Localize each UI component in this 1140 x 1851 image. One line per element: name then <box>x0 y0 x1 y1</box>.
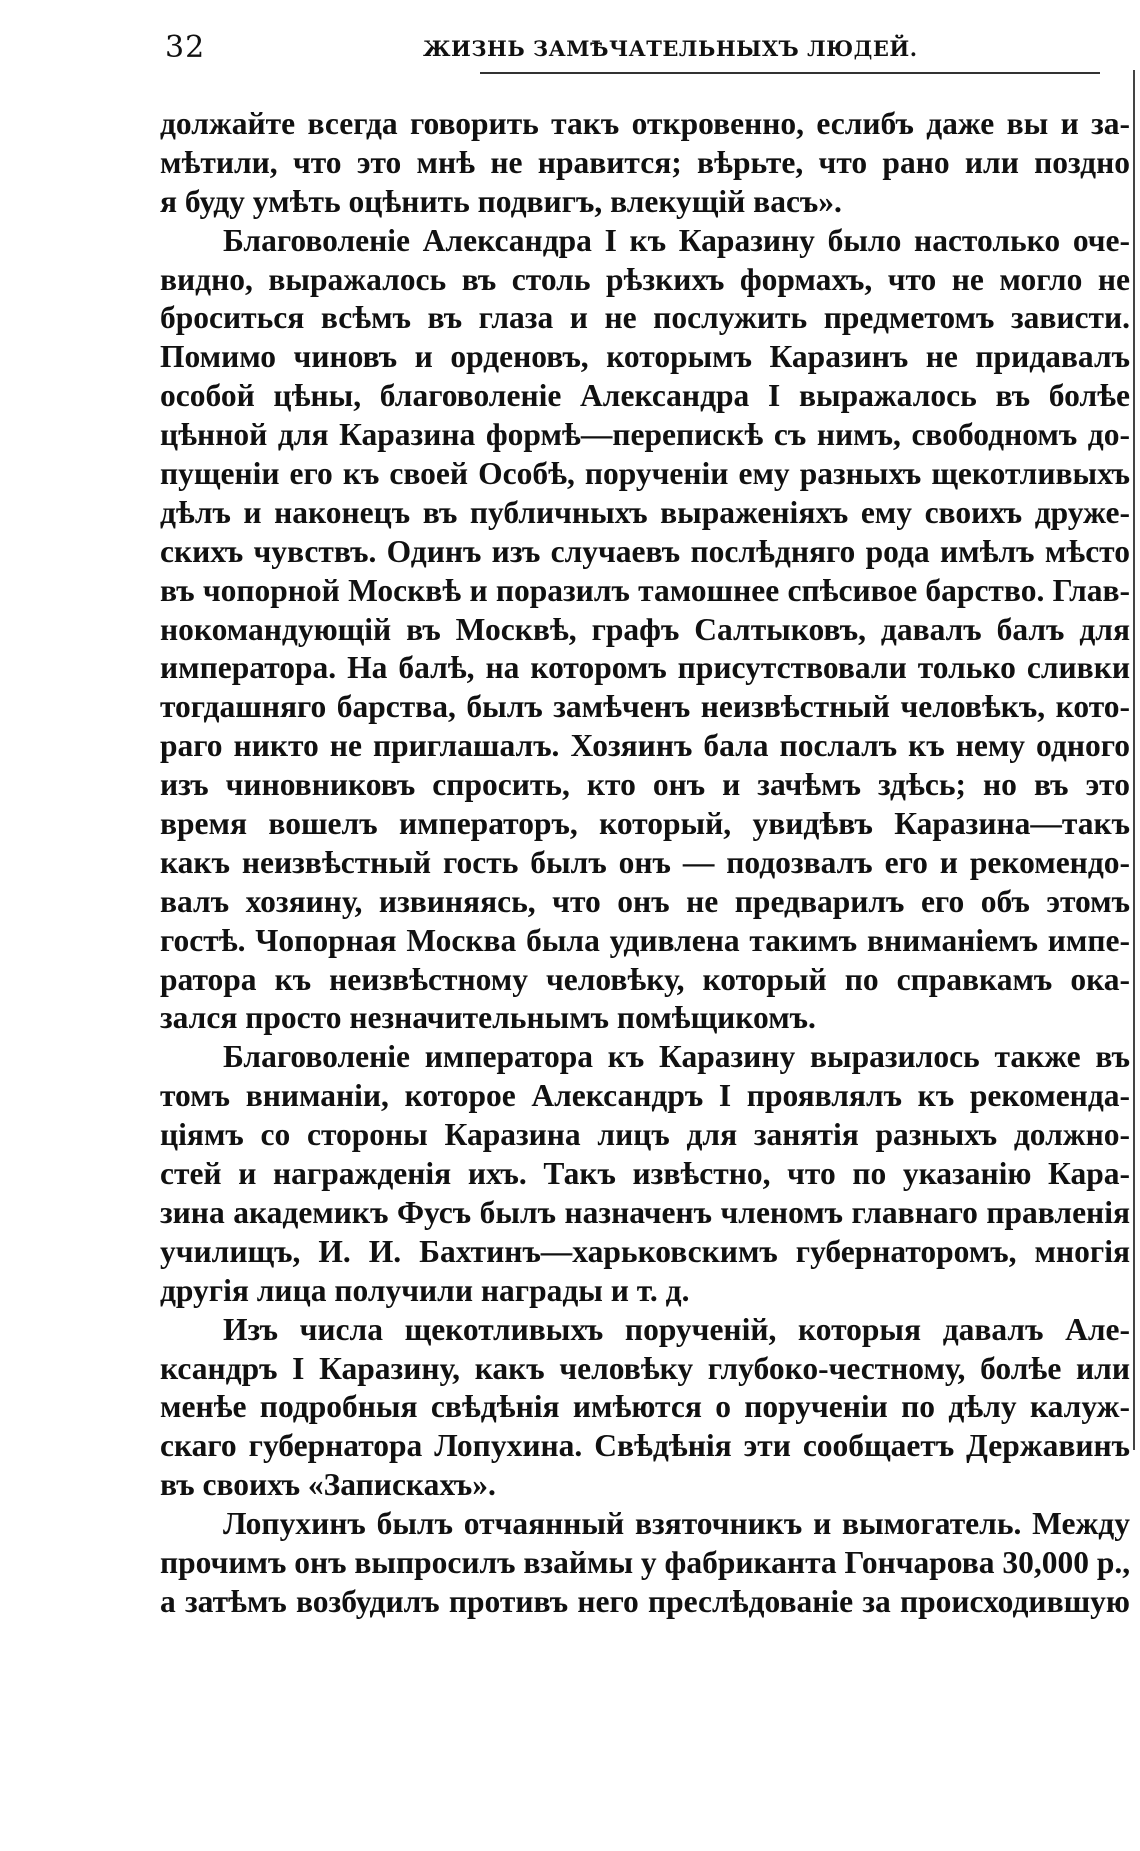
page-header <box>165 28 1100 74</box>
text-line: а затѣмъ возбудилъ противъ него преслѣдованіе за происходившую <box>160 1583 1130 1619</box>
text-line: императора. На балѣ, на которомъ присутствовали только сливки <box>160 650 1130 686</box>
text-line: ксандръ I Каразину, какъ человѣку глубоко-честному, болѣе или <box>160 1350 1130 1386</box>
text-line: мѣтили, что это мнѣ не нравится; вѣрьте, что рано или поздно <box>160 144 1130 180</box>
text-line: скихъ чувствъ. Одинъ изъ случаевъ послѣдняго рода имѣлъ мѣсто <box>160 533 1130 569</box>
text-line: другія лица получили награды и т. д. <box>160 1272 690 1308</box>
text-line: Лопухинъ былъ отчаянный взяточникъ и вымогатель. Между <box>223 1506 1130 1542</box>
text-line: дѣлъ и наконецъ въ публичныхъ выраженіяхъ ему своихъ друже- <box>160 494 1130 530</box>
page-number: 32 <box>165 30 206 65</box>
text-line: въ чопорной Москвѣ и поразилъ тамошнее спѣсивое барство. Глав- <box>160 572 1130 608</box>
text-line: какъ неизвѣстный гость былъ онъ — подозвалъ его и рекомендо- <box>160 844 1130 880</box>
text-line: училищъ, И. И. Бахтинъ—харьковскимъ губернаторомъ, многія <box>160 1233 1130 1269</box>
running-head: ЖИЗНЬ ЗАМѢЧАТЕЛЬНЫХЪ ЛЮДЕЙ. <box>423 36 918 61</box>
text-line: Помимо чиновъ и орденовъ, которымъ Каразинъ не придавалъ <box>160 339 1130 375</box>
text-line: видно, выражалось въ столь рѣзкихъ формахъ, что не могло не <box>160 261 1130 297</box>
text-line: зался просто незначительнымъ помѣщикомъ. <box>160 1000 816 1036</box>
text-line: я буду умѣть оцѣнить подвигъ, влекущій васъ». <box>160 183 842 219</box>
text-line: цѣнной для Каразина формѣ—перепискѣ съ нимъ, свободномъ до- <box>160 417 1130 453</box>
text-line: ціямъ со стороны Каразина лицъ для занятія разныхъ должно- <box>160 1117 1130 1153</box>
text-line: пущеніи его къ своей Особѣ, порученіи ему разныхъ щекотливыхъ <box>160 456 1130 492</box>
text-line: стей и награжденія ихъ. Такъ извѣстно, что по указанію Кара- <box>160 1156 1130 1192</box>
text-line: особой цѣны, благоволеніе Александра I выражалось въ болѣе <box>160 378 1130 414</box>
text-line: тогдашняго барства, былъ замѣченъ неизвѣстный человѣкъ, кото- <box>160 689 1130 725</box>
text-line: время вошелъ императоръ, который, увидѣвъ Каразина—такъ <box>160 806 1130 842</box>
text-line: нокомандующій въ Москвѣ, графъ Салтыковъ, давалъ балъ для <box>160 611 1130 647</box>
body-text <box>160 105 1130 1622</box>
text-line: зина академикъ Фусъ былъ назначенъ членомъ главнаго правленія <box>160 1194 1130 1230</box>
text-line: гостѣ. Чопорная Москва была удивлена такимъ вниманіемъ импе- <box>160 922 1130 958</box>
header-rule <box>480 72 1100 74</box>
text-line: скаго губернатора Лопухина. Свѣдѣнія эти сообщаетъ Державинъ <box>160 1428 1130 1464</box>
text-line: валъ хозяину, извиняясь, что онъ не предварилъ его объ этомъ <box>160 883 1130 919</box>
text-line: менѣе подробныя свѣдѣнія имѣются о порученіи по дѣлу калуж- <box>160 1389 1130 1425</box>
text-line: изъ чиновниковъ спросить, кто онъ и зачѣмъ здѣсь; но въ это <box>160 767 1130 803</box>
text-line: должайте всегда говорить такъ откровенно, еслибъ даже вы и за- <box>160 106 1130 141</box>
text-line: Изъ числа щекотливыхъ порученій, которыя давалъ Але- <box>223 1311 1130 1347</box>
text-line: раго никто не приглашалъ. Хозяинъ бала послалъ къ нему одного <box>160 728 1130 764</box>
text-line: Благоволеніе Александра I къ Каразину было настолько оче- <box>223 222 1130 258</box>
text-line: въ своихъ «Запискахъ». <box>160 1467 496 1503</box>
text-line: томъ вниманіи, которое Александръ I проявлялъ къ рекоменда- <box>160 1078 1130 1114</box>
page-edge-line <box>1133 70 1135 1450</box>
text-line: ратора къ неизвѣстному человѣку, который по справкамъ ока- <box>160 961 1130 997</box>
text-line: прочимъ онъ выпросилъ взаймы у фабриканта Гончарова 30,000 р., <box>160 1544 1131 1580</box>
text-line: броситься всѣмъ въ глаза и не послужить предметомъ зависти. <box>160 300 1130 336</box>
text-line: Благоволеніе императора къ Каразину выразилось также въ <box>223 1039 1130 1075</box>
